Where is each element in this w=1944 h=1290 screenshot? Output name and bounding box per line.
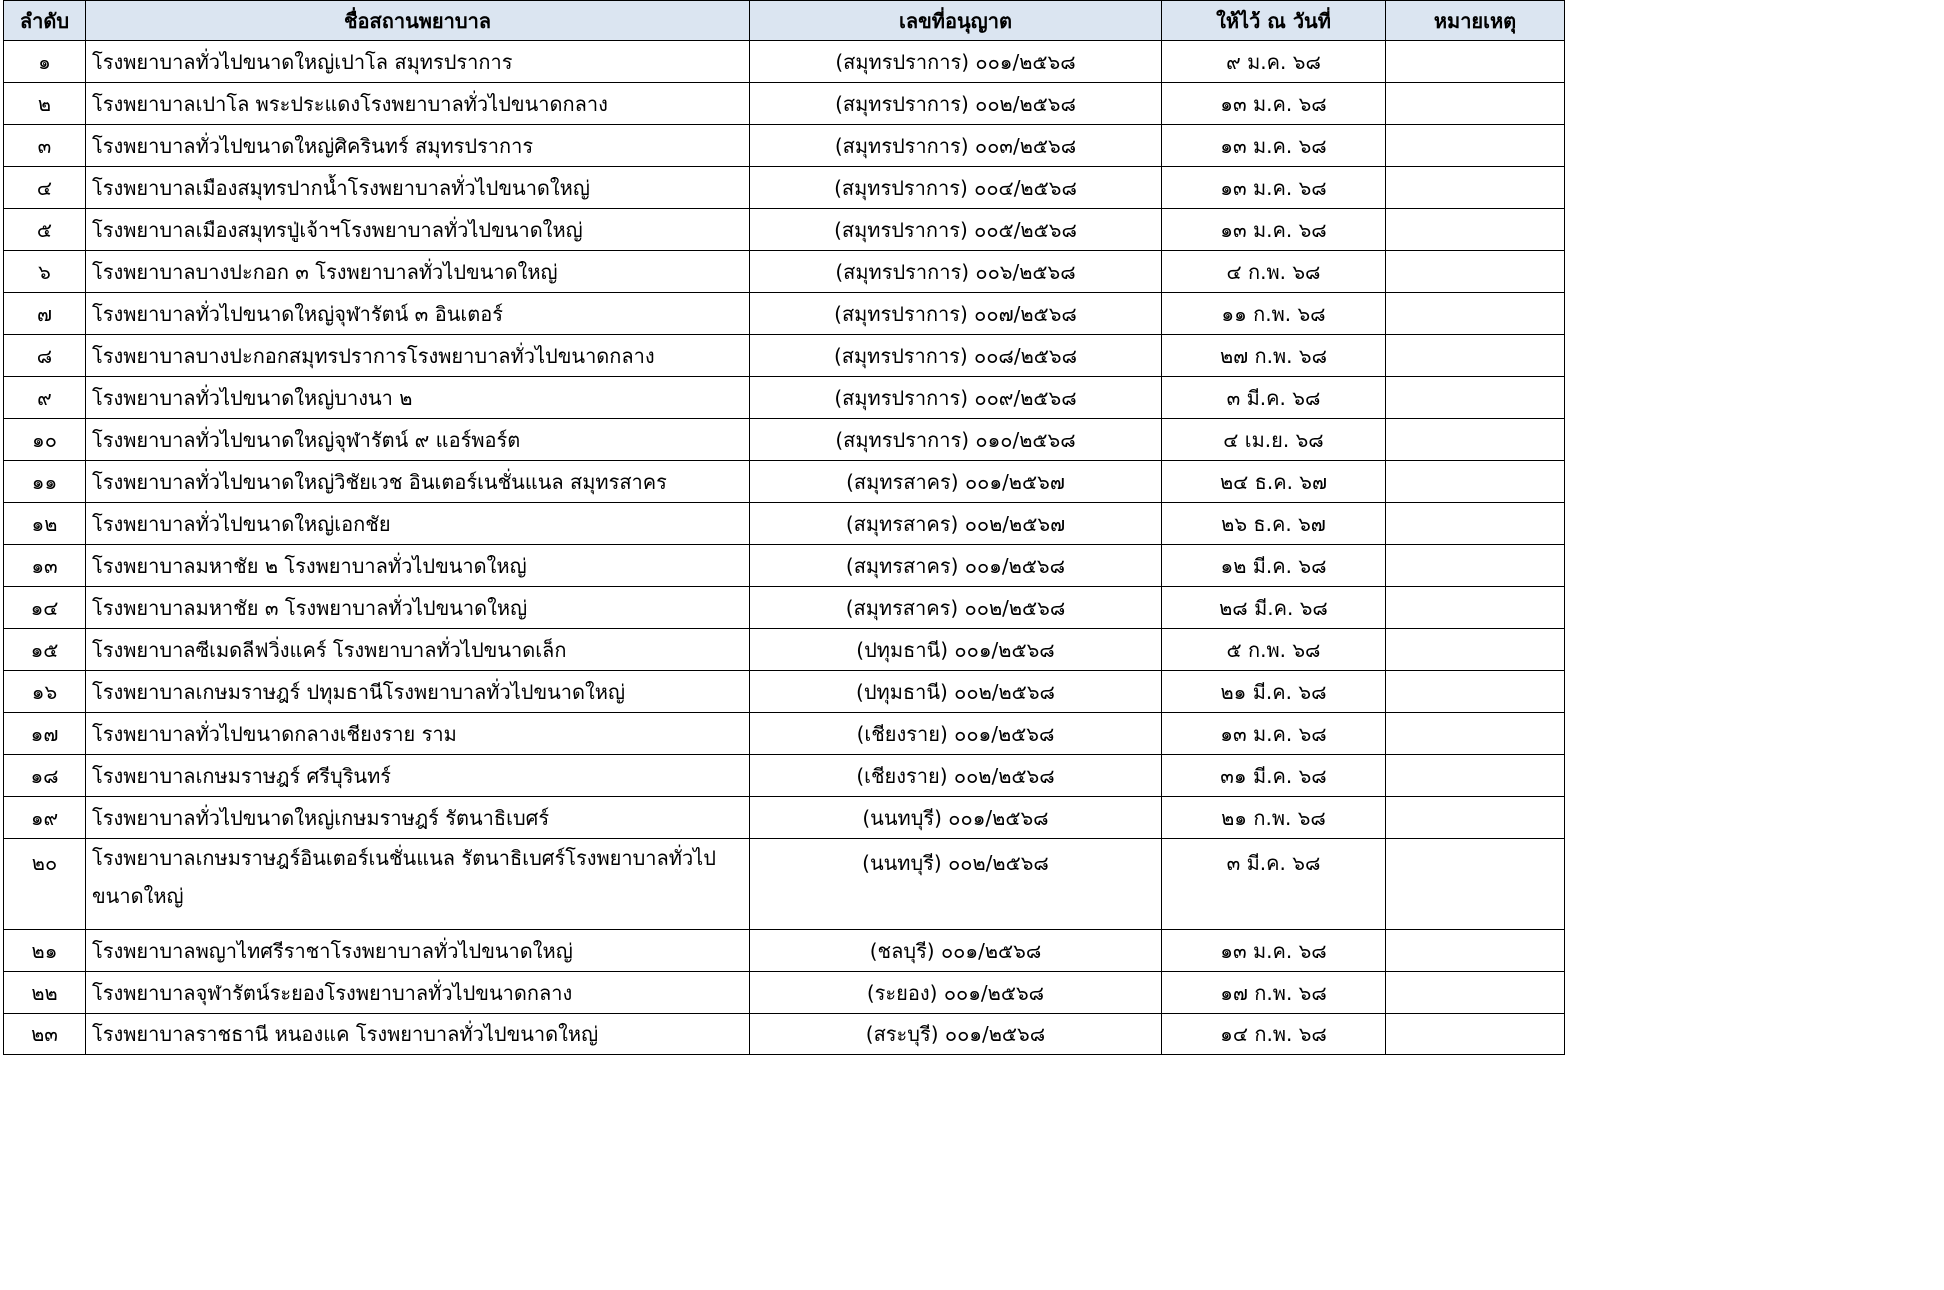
table-header — [4, 1, 1565, 41]
cell-facility-name: โรงพยาบาลบางปะกอก ๓ โรงพยาบาลทั่วไปขนาดใหญ่ — [86, 251, 750, 293]
cell-remark — [1386, 209, 1565, 251]
cell-license-number: (สมุทรปราการ) ๐๐๔/๒๕๖๘ — [750, 167, 1162, 209]
cell-remark — [1386, 251, 1565, 293]
table-row — [4, 671, 1565, 713]
cell-issue-date: ๒๖ ธ.ค. ๖๗ — [1162, 503, 1386, 545]
cell-issue-date: ๑๔ ก.พ. ๖๘ — [1162, 1014, 1386, 1055]
cell-license-number: (ปทุมธานี) ๐๐๒/๒๕๖๘ — [750, 671, 1162, 713]
table-row — [4, 1014, 1565, 1055]
table-row — [4, 83, 1565, 125]
cell-license-number: (เชียงราย) ๐๐๒/๒๕๖๘ — [750, 755, 1162, 797]
cell-remark — [1386, 671, 1565, 713]
cell-facility-name: โรงพยาบาลทั่วไปขนาดใหญ่เปาโล สมุทรปราการ — [86, 41, 750, 83]
cell-order: ๒๒ — [4, 972, 86, 1014]
cell-order: ๑๐ — [4, 419, 86, 461]
cell-license-number: (สมุทรสาคร) ๐๐๑/๒๕๖๘ — [750, 545, 1162, 587]
table-row — [4, 251, 1565, 293]
table-row — [4, 629, 1565, 671]
cell-remark — [1386, 41, 1565, 83]
table-row — [4, 167, 1565, 209]
cell-license-number: (สมุทรปราการ) ๐๐๘/๒๕๖๘ — [750, 335, 1162, 377]
cell-issue-date: ๑๓ ม.ค. ๖๘ — [1162, 83, 1386, 125]
table-row — [4, 755, 1565, 797]
cell-remark — [1386, 125, 1565, 167]
cell-issue-date: ๑๗ ก.พ. ๖๘ — [1162, 972, 1386, 1014]
cell-facility-name: โรงพยาบาลราชธานี หนองแค โรงพยาบาลทั่วไปขนาดใหญ่ — [86, 1014, 750, 1055]
cell-license-number: (นนทบุรี) ๐๐๑/๒๕๖๘ — [750, 797, 1162, 839]
cell-order: ๗ — [4, 293, 86, 335]
cell-license-number: (ชลบุรี) ๐๐๑/๒๕๖๘ — [750, 930, 1162, 972]
cell-issue-date: ๙ ม.ค. ๖๘ — [1162, 41, 1386, 83]
header-row — [4, 1, 1565, 41]
cell-order: ๑๖ — [4, 671, 86, 713]
cell-facility-name: โรงพยาบาลบางปะกอกสมุทรปราการโรงพยาบาลทั่วไปขนาดกลาง — [86, 335, 750, 377]
table-row — [4, 419, 1565, 461]
table-row — [4, 713, 1565, 755]
cell-order: ๑๘ — [4, 755, 86, 797]
cell-order: ๒๓ — [4, 1014, 86, 1055]
table-row — [4, 293, 1565, 335]
cell-facility-name: โรงพยาบาลทั่วไปขนาดใหญ่เอกชัย — [86, 503, 750, 545]
cell-license-number: (สมุทรปราการ) ๐๐๑/๒๕๖๘ — [750, 41, 1162, 83]
cell-facility-name: โรงพยาบาลทั่วไปขนาดใหญ่ศิครินทร์ สมุทรปราการ — [86, 125, 750, 167]
cell-facility-name: โรงพยาบาลทั่วไปขนาดใหญ่เกษมราษฎร์ รัตนาธิเบศร์ — [86, 797, 750, 839]
table-row — [4, 587, 1565, 629]
cell-order: ๑ — [4, 41, 86, 83]
cell-issue-date: ๓๑ มี.ค. ๖๘ — [1162, 755, 1386, 797]
cell-issue-date: ๒๑ ก.พ. ๖๘ — [1162, 797, 1386, 839]
cell-facility-name: โรงพยาบาลเกษมราษฎร์ ศรีบุรินทร์ — [86, 755, 750, 797]
cell-issue-date: ๒๗ ก.พ. ๖๘ — [1162, 335, 1386, 377]
cell-order: ๑๑ — [4, 461, 86, 503]
cell-remark — [1386, 83, 1565, 125]
cell-remark — [1386, 377, 1565, 419]
cell-remark — [1386, 1014, 1565, 1055]
cell-license-number: (สมุทรปราการ) ๐๐๙/๒๕๖๘ — [750, 377, 1162, 419]
cell-license-number: (นนทบุรี) ๐๐๒/๒๕๖๘ — [750, 839, 1162, 930]
cell-license-number: (สมุทรปราการ) ๐๐๒/๒๕๖๘ — [750, 83, 1162, 125]
cell-issue-date: ๑๓ ม.ค. ๖๘ — [1162, 209, 1386, 251]
col-header-license-number: เลขที่อนุญาต — [750, 1, 1162, 41]
table-row — [4, 209, 1565, 251]
cell-facility-name: โรงพยาบาลมหาชัย ๓ โรงพยาบาลทั่วไปขนาดใหญ่ — [86, 587, 750, 629]
cell-facility-name: โรงพยาบาลเปาโล พระประแดงโรงพยาบาลทั่วไปขนาดกลาง — [86, 83, 750, 125]
cell-order: ๑๙ — [4, 797, 86, 839]
cell-order: ๕ — [4, 209, 86, 251]
table-row — [4, 545, 1565, 587]
table-row — [4, 377, 1565, 419]
table-row — [4, 503, 1565, 545]
cell-remark — [1386, 545, 1565, 587]
cell-facility-name: โรงพยาบาลจุฬารัตน์ระยองโรงพยาบาลทั่วไปขนาดกลาง — [86, 972, 750, 1014]
cell-order: ๒ — [4, 83, 86, 125]
cell-order: ๑๗ — [4, 713, 86, 755]
cell-facility-name: โรงพยาบาลทั่วไปขนาดกลางเชียงราย ราม — [86, 713, 750, 755]
cell-issue-date: ๔ ก.พ. ๖๘ — [1162, 251, 1386, 293]
col-header-remark: หมายเหตุ — [1386, 1, 1565, 41]
cell-order: ๔ — [4, 167, 86, 209]
cell-facility-name: โรงพยาบาลมหาชัย ๒ โรงพยาบาลทั่วไปขนาดใหญ่ — [86, 545, 750, 587]
cell-license-number: (สมุทรปราการ) ๐๐๗/๒๕๖๘ — [750, 293, 1162, 335]
table-row — [4, 461, 1565, 503]
cell-issue-date: ๒๑ มี.ค. ๖๘ — [1162, 671, 1386, 713]
cell-issue-date: ๑๑ ก.พ. ๖๘ — [1162, 293, 1386, 335]
cell-order: ๑๕ — [4, 629, 86, 671]
table-row — [4, 41, 1565, 83]
table-row — [4, 972, 1565, 1014]
cell-issue-date: ๑๓ ม.ค. ๖๘ — [1162, 713, 1386, 755]
cell-issue-date: ๑๒ มี.ค. ๖๘ — [1162, 545, 1386, 587]
cell-facility-name: โรงพยาบาลเมืองสมุทรปู่เจ้าฯโรงพยาบาลทั่วไปขนาดใหญ่ — [86, 209, 750, 251]
cell-order: ๙ — [4, 377, 86, 419]
cell-remark — [1386, 335, 1565, 377]
cell-order: ๑๒ — [4, 503, 86, 545]
table-row — [4, 335, 1565, 377]
cell-issue-date: ๒๔ ธ.ค. ๖๗ — [1162, 461, 1386, 503]
cell-issue-date: ๕ ก.พ. ๖๘ — [1162, 629, 1386, 671]
cell-remark — [1386, 587, 1565, 629]
cell-facility-name: โรงพยาบาลซีเมดลีฟวิ่งแคร์ โรงพยาบาลทั่วไปขนาดเล็ก — [86, 629, 750, 671]
table-row — [4, 930, 1565, 972]
cell-license-number: (เชียงราย) ๐๐๑/๒๕๖๘ — [750, 713, 1162, 755]
cell-order: ๑๓ — [4, 545, 86, 587]
cell-facility-name: โรงพยาบาลพญาไทศรีราชาโรงพยาบาลทั่วไปขนาดใหญ่ — [86, 930, 750, 972]
cell-license-number: (สมุทรปราการ) ๐๐๓/๒๕๖๘ — [750, 125, 1162, 167]
table-row — [4, 125, 1565, 167]
cell-license-number: (สมุทรปราการ) ๐๐๖/๒๕๖๘ — [750, 251, 1162, 293]
cell-facility-name: โรงพยาบาลทั่วไปขนาดใหญ่จุฬารัตน์ ๙ แอร์พอร์ต — [86, 419, 750, 461]
cell-license-number: (สระบุรี) ๐๐๑/๒๕๖๘ — [750, 1014, 1162, 1055]
cell-issue-date: ๑๓ ม.ค. ๖๘ — [1162, 930, 1386, 972]
cell-remark — [1386, 167, 1565, 209]
cell-facility-name: โรงพยาบาลทั่วไปขนาดใหญ่วิชัยเวช อินเตอร์เนชั่นแนล สมุทรสาคร — [86, 461, 750, 503]
cell-issue-date: ๓ มี.ค. ๖๘ — [1162, 839, 1386, 930]
cell-remark — [1386, 930, 1565, 972]
cell-remark — [1386, 713, 1565, 755]
hospital-license-table — [3, 0, 1565, 1055]
cell-license-number: (สมุทรปราการ) ๐๑๐/๒๕๖๘ — [750, 419, 1162, 461]
col-header-issue-date: ให้ไว้ ณ วันที่ — [1162, 1, 1386, 41]
cell-license-number: (ปทุมธานี) ๐๐๑/๒๕๖๘ — [750, 629, 1162, 671]
cell-order: ๖ — [4, 251, 86, 293]
cell-remark — [1386, 839, 1565, 930]
cell-license-number: (สมุทรสาคร) ๐๐๒/๒๕๖๘ — [750, 587, 1162, 629]
cell-remark — [1386, 629, 1565, 671]
table-row — [4, 839, 1565, 930]
cell-facility-name: โรงพยาบาลเกษมราษฎร์ ปทุมธานีโรงพยาบาลทั่วไปขนาดใหญ่ — [86, 671, 750, 713]
table-row — [4, 797, 1565, 839]
cell-remark — [1386, 419, 1565, 461]
cell-order: ๒๐ — [4, 839, 86, 930]
cell-remark — [1386, 461, 1565, 503]
cell-issue-date: ๒๘ มี.ค. ๖๘ — [1162, 587, 1386, 629]
cell-remark — [1386, 797, 1565, 839]
cell-facility-name: โรงพยาบาลเมืองสมุทรปากน้ำโรงพยาบาลทั่วไปขนาดใหญ่ — [86, 167, 750, 209]
cell-issue-date: ๔ เม.ย. ๖๘ — [1162, 419, 1386, 461]
cell-remark — [1386, 293, 1565, 335]
cell-order: ๓ — [4, 125, 86, 167]
table-body — [4, 41, 1565, 1055]
cell-license-number: (สมุทรสาคร) ๐๐๑/๒๕๖๗ — [750, 461, 1162, 503]
col-header-facility-name: ชื่อสถานพยาบาล — [86, 1, 750, 41]
cell-facility-name: โรงพยาบาลเกษมราษฎร์อินเตอร์เนชั่นแนล รัตนาธิเบศร์โรงพยาบาลทั่วไปขนาดใหญ่ — [86, 839, 750, 930]
cell-issue-date: ๑๓ ม.ค. ๖๘ — [1162, 167, 1386, 209]
cell-facility-name: โรงพยาบาลทั่วไปขนาดใหญ่บางนา ๒ — [86, 377, 750, 419]
cell-facility-name: โรงพยาบาลทั่วไปขนาดใหญ่จุฬารัตน์ ๓ อินเตอร์ — [86, 293, 750, 335]
cell-issue-date: ๑๓ ม.ค. ๖๘ — [1162, 125, 1386, 167]
cell-license-number: (สมุทรสาคร) ๐๐๒/๒๕๖๗ — [750, 503, 1162, 545]
cell-license-number: (สมุทรปราการ) ๐๐๕/๒๕๖๘ — [750, 209, 1162, 251]
cell-remark — [1386, 503, 1565, 545]
cell-order: ๘ — [4, 335, 86, 377]
cell-order: ๒๑ — [4, 930, 86, 972]
cell-remark — [1386, 755, 1565, 797]
cell-issue-date: ๓ มี.ค. ๖๘ — [1162, 377, 1386, 419]
cell-license-number: (ระยอง) ๐๐๑/๒๕๖๘ — [750, 972, 1162, 1014]
cell-order: ๑๔ — [4, 587, 86, 629]
cell-remark — [1386, 972, 1565, 1014]
col-header-order: ลำดับ — [4, 1, 86, 41]
